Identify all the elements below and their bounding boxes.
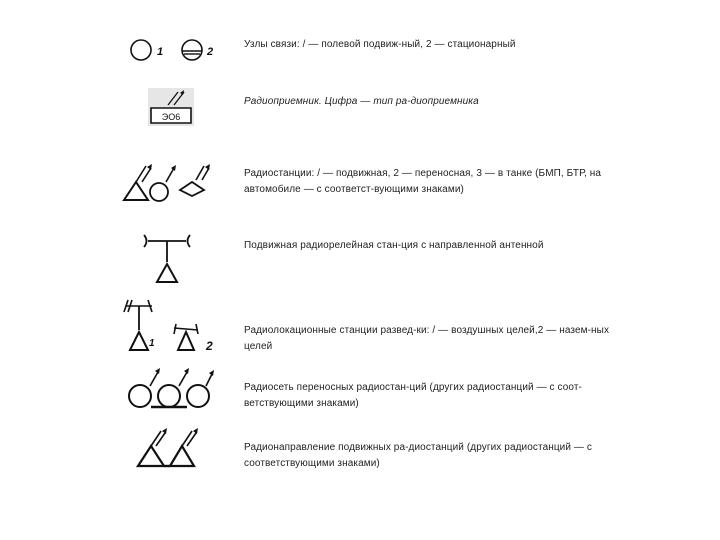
- comm-nodes-description: Узлы связи: / — полевой подвиж-ный, 2 — стационарный: [244, 39, 516, 50]
- direction-station-triangle-2: [170, 446, 194, 466]
- radar-stations-description: Радиолокационные станции развед-ки: / — воздушных целей,2 — назем-ных целей: [244, 325, 610, 352]
- label-2-text: 2: [207, 46, 214, 58]
- portable-network-description: Радиосеть переносных радиостан-ций (других радиостанций — с соот-ветствующими знаками): [244, 382, 582, 409]
- radar-label-2: 2: [206, 339, 213, 353]
- radar-station-icons: [118, 296, 228, 354]
- legend-row-mobile-direction: [0, 424, 720, 474]
- label-1-text: 1: [157, 46, 164, 58]
- field-node-circle: [131, 40, 151, 60]
- mobile-station-triangle: [124, 182, 148, 200]
- legend-row-portable-network: [0, 362, 720, 416]
- stationary-node-circle: [182, 40, 202, 60]
- mobile-direction-icon: [134, 424, 214, 470]
- network-station-circle-3: [187, 385, 209, 407]
- comm-node-icons: [126, 34, 222, 64]
- legend-row-radar-stations: [0, 296, 720, 356]
- legend-row-radio-receiver: [0, 86, 720, 130]
- tank-station-rhombus: [180, 182, 204, 196]
- relay-station-triangle: [157, 264, 177, 282]
- relay-station-icon: [140, 232, 196, 286]
- network-station-circle-2: [158, 385, 180, 407]
- relay-station-description: Подвижная радиорелейная стан-ция с направленной антенной: [244, 240, 544, 251]
- radio-receiver-icon: [146, 86, 196, 128]
- radar-label-1: 1: [149, 338, 155, 349]
- portable-station-circle: [150, 183, 168, 201]
- portable-network-icon: [124, 362, 218, 414]
- receiver-type-text: ЭО6: [161, 112, 181, 122]
- ground-radar-triangle: [178, 332, 194, 350]
- direction-station-triangle-1: [138, 446, 164, 466]
- radio-receiver-description: Радиоприемник. Цифра — тип ра-диоприемника: [244, 96, 479, 107]
- radio-station-icons: [116, 158, 216, 206]
- network-station-circle-1: [129, 385, 151, 407]
- radio-stations-description: Радиостанции: / — подвижная, 2 — переносная, 3 — в танке (БМП, БТР, на автомобиле — с соответст-вующими знаками): [244, 168, 602, 195]
- mobile-direction-description: Радионаправление подвижных ра-диостанций (других радиостанций — с соответствующими знаками): [244, 442, 593, 469]
- legend-row-relay-station: [0, 228, 720, 288]
- air-radar-triangle: [130, 332, 148, 350]
- legend-row-comm-nodes: [0, 30, 720, 70]
- legend-row-radio-stations: [0, 158, 720, 208]
